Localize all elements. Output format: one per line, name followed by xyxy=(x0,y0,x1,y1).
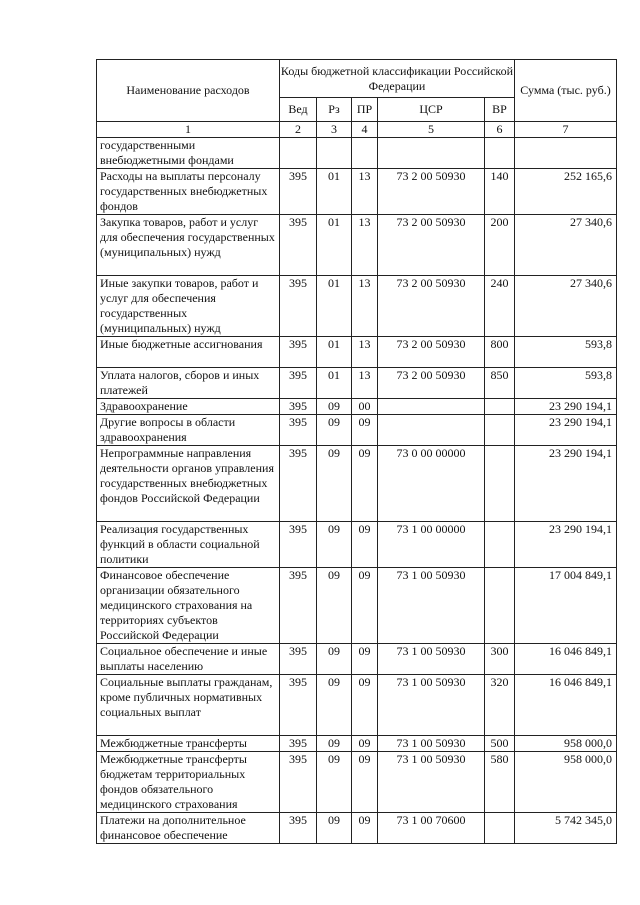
vr-code: 500 xyxy=(485,736,515,752)
pr-code: 09 xyxy=(352,736,378,752)
rz-code: 01 xyxy=(317,276,352,337)
vr-code xyxy=(485,522,515,568)
amount: 5 742 345,0 xyxy=(515,813,617,844)
expense-name: Социальные выплаты гражданам, кроме публичных нормативных социальных выплат xyxy=(97,675,280,736)
pr-code: 13 xyxy=(352,368,378,399)
pr-code: 09 xyxy=(352,522,378,568)
ved-code: 395 xyxy=(280,813,317,844)
ved-code: 395 xyxy=(280,415,317,446)
table-row xyxy=(97,415,617,446)
rz-code: 09 xyxy=(317,399,352,415)
column-numbers-row xyxy=(97,122,617,138)
csr-code xyxy=(378,399,485,415)
ved-code: 395 xyxy=(280,675,317,736)
header-ved: Вед xyxy=(280,98,317,122)
rz-code: 09 xyxy=(317,675,352,736)
csr-code: 73 1 00 50930 xyxy=(378,675,485,736)
table-row xyxy=(97,368,617,399)
vr-code: 320 xyxy=(485,675,515,736)
csr-code xyxy=(378,138,485,169)
column-number: 3 xyxy=(317,122,352,138)
ved-code: 395 xyxy=(280,446,317,522)
rz-code: 09 xyxy=(317,522,352,568)
ved-code: 395 xyxy=(280,522,317,568)
vr-code: 850 xyxy=(485,368,515,399)
csr-code: 73 2 00 50930 xyxy=(378,337,485,368)
csr-code: 73 1 00 50930 xyxy=(378,644,485,675)
expense-name: Уплата налогов, сборов и иных платежей xyxy=(97,368,280,399)
pr-code: 09 xyxy=(352,644,378,675)
rz-code: 09 xyxy=(317,446,352,522)
csr-code xyxy=(378,415,485,446)
table-row xyxy=(97,568,617,644)
rz-code: 01 xyxy=(317,169,352,215)
amount: 27 340,6 xyxy=(515,215,617,276)
csr-code: 73 2 00 50930 xyxy=(378,368,485,399)
amount: 23 290 194,1 xyxy=(515,522,617,568)
rz-code: 01 xyxy=(317,337,352,368)
vr-code: 200 xyxy=(485,215,515,276)
amount: 593,8 xyxy=(515,368,617,399)
ved-code: 395 xyxy=(280,215,317,276)
vr-code: 240 xyxy=(485,276,515,337)
vr-code: 300 xyxy=(485,644,515,675)
pr-code: 09 xyxy=(352,568,378,644)
vr-code: 140 xyxy=(485,169,515,215)
ved-code: 395 xyxy=(280,752,317,813)
amount: 958 000,0 xyxy=(515,736,617,752)
amount xyxy=(515,138,617,169)
table-row xyxy=(97,399,617,415)
budget-table xyxy=(96,59,617,844)
budget-table-page xyxy=(96,59,616,844)
rz-code: 09 xyxy=(317,415,352,446)
amount: 23 290 194,1 xyxy=(515,415,617,446)
vr-code xyxy=(485,138,515,169)
table-row xyxy=(97,736,617,752)
rz-code xyxy=(317,138,352,169)
ved-code: 395 xyxy=(280,169,317,215)
rz-code: 09 xyxy=(317,813,352,844)
pr-code: 09 xyxy=(352,415,378,446)
expense-name: Непрограммные направления деятельности органов управления государственных внебюджетных фондов Российской Федерации xyxy=(97,446,280,522)
table-row xyxy=(97,337,617,368)
rz-code: 09 xyxy=(317,568,352,644)
header-vr: ВР xyxy=(485,98,515,122)
csr-code: 73 1 00 00000 xyxy=(378,522,485,568)
amount: 16 046 849,1 xyxy=(515,644,617,675)
header-amount: Сумма (тыс. руб.) xyxy=(515,60,617,122)
table-row xyxy=(97,675,617,736)
csr-code: 73 1 00 50930 xyxy=(378,752,485,813)
amount: 593,8 xyxy=(515,337,617,368)
pr-code: 09 xyxy=(352,752,378,813)
table-body xyxy=(97,138,617,844)
ved-code: 395 xyxy=(280,644,317,675)
table-row xyxy=(97,138,617,169)
expense-name: Другие вопросы в области здравоохранения xyxy=(97,415,280,446)
pr-code: 09 xyxy=(352,675,378,736)
header-csr: ЦСР xyxy=(378,98,485,122)
expense-name: Расходы на выплаты персоналу государственных внебюджетных фондов xyxy=(97,169,280,215)
amount: 252 165,6 xyxy=(515,169,617,215)
vr-code xyxy=(485,446,515,522)
expense-name: Социальное обеспечение и иные выплаты населению xyxy=(97,644,280,675)
rz-code: 01 xyxy=(317,215,352,276)
table-row xyxy=(97,169,617,215)
csr-code: 73 2 00 50930 xyxy=(378,215,485,276)
table-row xyxy=(97,752,617,813)
table-row xyxy=(97,446,617,522)
table-row xyxy=(97,644,617,675)
ved-code: 395 xyxy=(280,568,317,644)
pr-code: 13 xyxy=(352,337,378,368)
expense-name: государственными внебюджетными фондами xyxy=(97,138,280,169)
amount: 23 290 194,1 xyxy=(515,446,617,522)
rz-code: 09 xyxy=(317,752,352,813)
pr-code: 13 xyxy=(352,169,378,215)
table-row xyxy=(97,813,617,844)
amount: 27 340,6 xyxy=(515,276,617,337)
vr-code xyxy=(485,568,515,644)
pr-code xyxy=(352,138,378,169)
expense-name: Иные закупки товаров, работ и услуг для обеспечения государственных (муниципальных) нужд xyxy=(97,276,280,337)
column-number: 4 xyxy=(352,122,378,138)
header-pr: ПР xyxy=(352,98,378,122)
pr-code: 09 xyxy=(352,813,378,844)
expense-name: Закупка товаров, работ и услуг для обеспечения государственных (муниципальных) нужд xyxy=(97,215,280,276)
vr-code: 580 xyxy=(485,752,515,813)
expense-name: Иные бюджетные ассигнования xyxy=(97,337,280,368)
expense-name: Платежи на дополнительное финансовое обеспечение xyxy=(97,813,280,844)
ved-code xyxy=(280,138,317,169)
amount: 17 004 849,1 xyxy=(515,568,617,644)
vr-code xyxy=(485,415,515,446)
header-name: Наименование расходов xyxy=(97,60,280,122)
expense-name: Межбюджетные трансферты бюджетам территориальных фондов обязательного медицинского страхования xyxy=(97,752,280,813)
rz-code: 09 xyxy=(317,644,352,675)
ved-code: 395 xyxy=(280,368,317,399)
pr-code: 09 xyxy=(352,446,378,522)
rz-code: 09 xyxy=(317,736,352,752)
pr-code: 00 xyxy=(352,399,378,415)
expense-name: Межбюджетные трансферты xyxy=(97,736,280,752)
csr-code: 73 2 00 50930 xyxy=(378,169,485,215)
column-number: 6 xyxy=(485,122,515,138)
table-row xyxy=(97,215,617,276)
ved-code: 395 xyxy=(280,736,317,752)
csr-code: 73 1 00 50930 xyxy=(378,736,485,752)
csr-code: 73 2 00 50930 xyxy=(378,276,485,337)
ved-code: 395 xyxy=(280,337,317,368)
column-number: 5 xyxy=(378,122,485,138)
ved-code: 395 xyxy=(280,276,317,337)
header-rz: Рз xyxy=(317,98,352,122)
column-number: 7 xyxy=(515,122,617,138)
amount: 958 000,0 xyxy=(515,752,617,813)
table-row xyxy=(97,276,617,337)
pr-code: 13 xyxy=(352,215,378,276)
column-number: 2 xyxy=(280,122,317,138)
vr-code: 800 xyxy=(485,337,515,368)
expense-name: Здравоохранение xyxy=(97,399,280,415)
vr-code xyxy=(485,813,515,844)
header-codes: Коды бюджетной классификации Российской Федерации xyxy=(280,60,515,98)
rz-code: 01 xyxy=(317,368,352,399)
csr-code: 73 1 00 50930 xyxy=(378,568,485,644)
column-number: 1 xyxy=(97,122,280,138)
amount: 23 290 194,1 xyxy=(515,399,617,415)
amount: 16 046 849,1 xyxy=(515,675,617,736)
expense-name: Финансовое обеспечение организации обязательного медицинского страхования на территориях субъектов Российской Федерации xyxy=(97,568,280,644)
pr-code: 13 xyxy=(352,276,378,337)
vr-code xyxy=(485,399,515,415)
ved-code: 395 xyxy=(280,399,317,415)
csr-code: 73 0 00 00000 xyxy=(378,446,485,522)
table-row xyxy=(97,522,617,568)
expense-name: Реализация государственных функций в области социальной политики xyxy=(97,522,280,568)
csr-code: 73 1 00 70600 xyxy=(378,813,485,844)
